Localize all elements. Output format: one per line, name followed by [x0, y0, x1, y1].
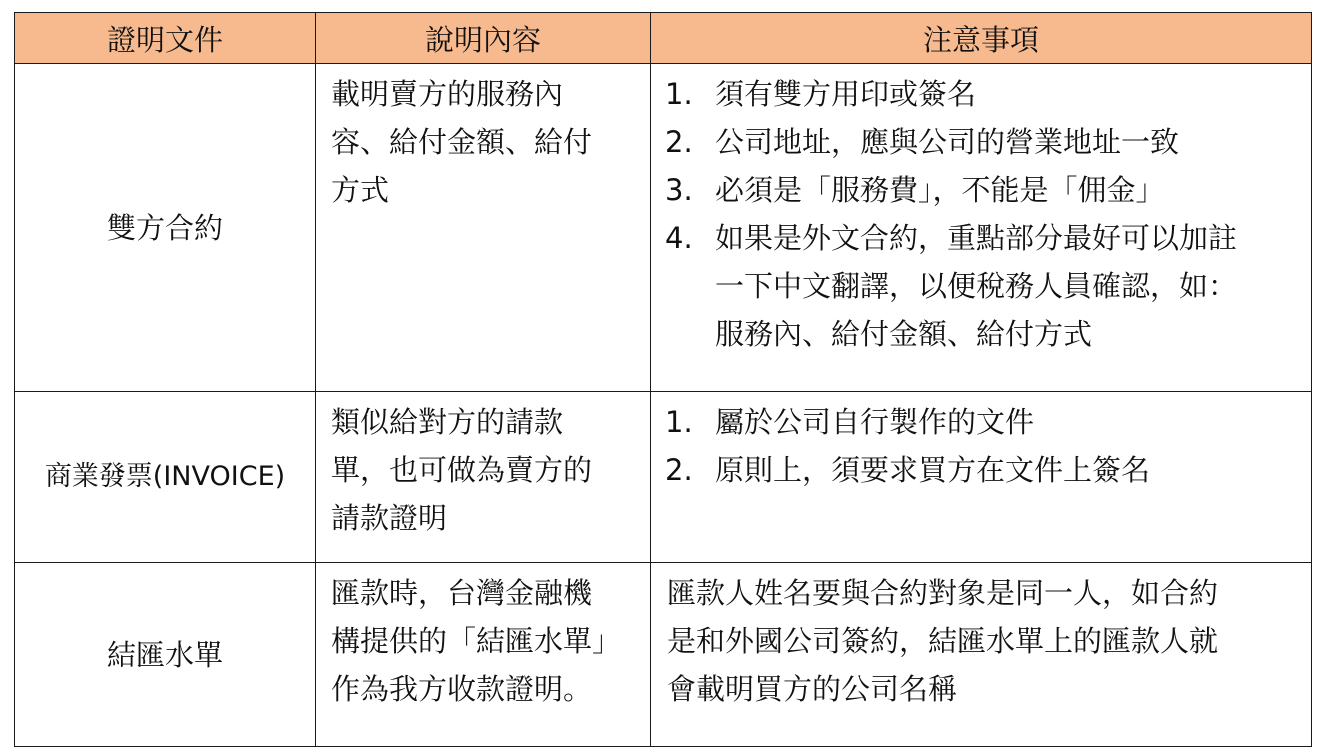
note-line: 服務內、給付金額、給付方式 — [715, 317, 1093, 351]
document-name: 商業發票(INVOICE) — [15, 392, 316, 563]
note-line: 如果是外文合約，重點部分最好可以加註 — [715, 221, 1238, 255]
note-line: 屬於公司自行製作的文件 — [715, 405, 1035, 439]
note-item — [665, 70, 1303, 118]
table-row — [15, 392, 1312, 563]
note-line: 是和外國公司簽約，結匯水單上的匯款人就 — [667, 624, 1219, 658]
description-line: 請款證明 — [331, 501, 448, 535]
note-number: 1. — [665, 77, 693, 111]
description-line: 匯款時，台灣金融機 — [331, 576, 593, 610]
notes-cell — [651, 392, 1312, 563]
note-line: 公司地址，應與公司的營業地址一致 — [715, 125, 1180, 159]
description-line: 單，也可做為賣方的 — [331, 453, 593, 487]
description-line: 類似給對方的請款 — [331, 405, 564, 439]
description-line: 作為我方收款證明。 — [331, 672, 593, 706]
description-cell — [316, 563, 651, 747]
note-line: 須有雙方用印或簽名 — [715, 77, 977, 111]
header-notes: 注意事項 — [651, 13, 1312, 64]
description-cell — [316, 64, 651, 392]
note-line: 一下中文翻譯，以便稅務人員確認，如： — [715, 269, 1238, 303]
note-number: 3. — [665, 173, 693, 207]
note-line: 必須是「服務費」，不能是「佣金」 — [715, 173, 1165, 207]
note-item — [665, 118, 1303, 166]
note-number: 2. — [665, 453, 693, 487]
note-number: 1. — [665, 405, 693, 439]
table-row — [15, 563, 1312, 747]
table-row — [15, 64, 1312, 392]
note-item — [665, 398, 1303, 446]
header-row — [15, 13, 1312, 64]
note-item — [665, 214, 1303, 358]
documents-table — [14, 12, 1312, 747]
note-line: 會載明買方的公司名稱 — [667, 672, 958, 706]
note-item — [665, 166, 1303, 214]
document-name: 結匯水單 — [15, 563, 316, 747]
description-cell — [316, 392, 651, 563]
description-line: 方式 — [331, 173, 390, 207]
notes-list — [665, 398, 1303, 494]
note-number: 4. — [665, 221, 693, 255]
header-proof-document: 證明文件 — [15, 13, 316, 64]
note-line: 匯款人姓名要與合約對象是同一人，如合約 — [667, 576, 1219, 610]
notes-cell — [651, 64, 1312, 392]
description-line: 載明賣方的服務內 — [331, 77, 564, 111]
note-number: 2. — [665, 125, 693, 159]
description-line: 容、給付金額、給付 — [331, 125, 593, 159]
note-item — [665, 446, 1303, 494]
note-line: 原則上，須要求買方在文件上簽名 — [715, 453, 1151, 487]
description-line: 構提供的「結匯水單」 — [331, 624, 622, 658]
notes-cell — [651, 563, 1312, 747]
notes-list — [665, 70, 1303, 358]
document-name: 雙方合約 — [15, 64, 316, 392]
header-description: 說明內容 — [316, 13, 651, 64]
